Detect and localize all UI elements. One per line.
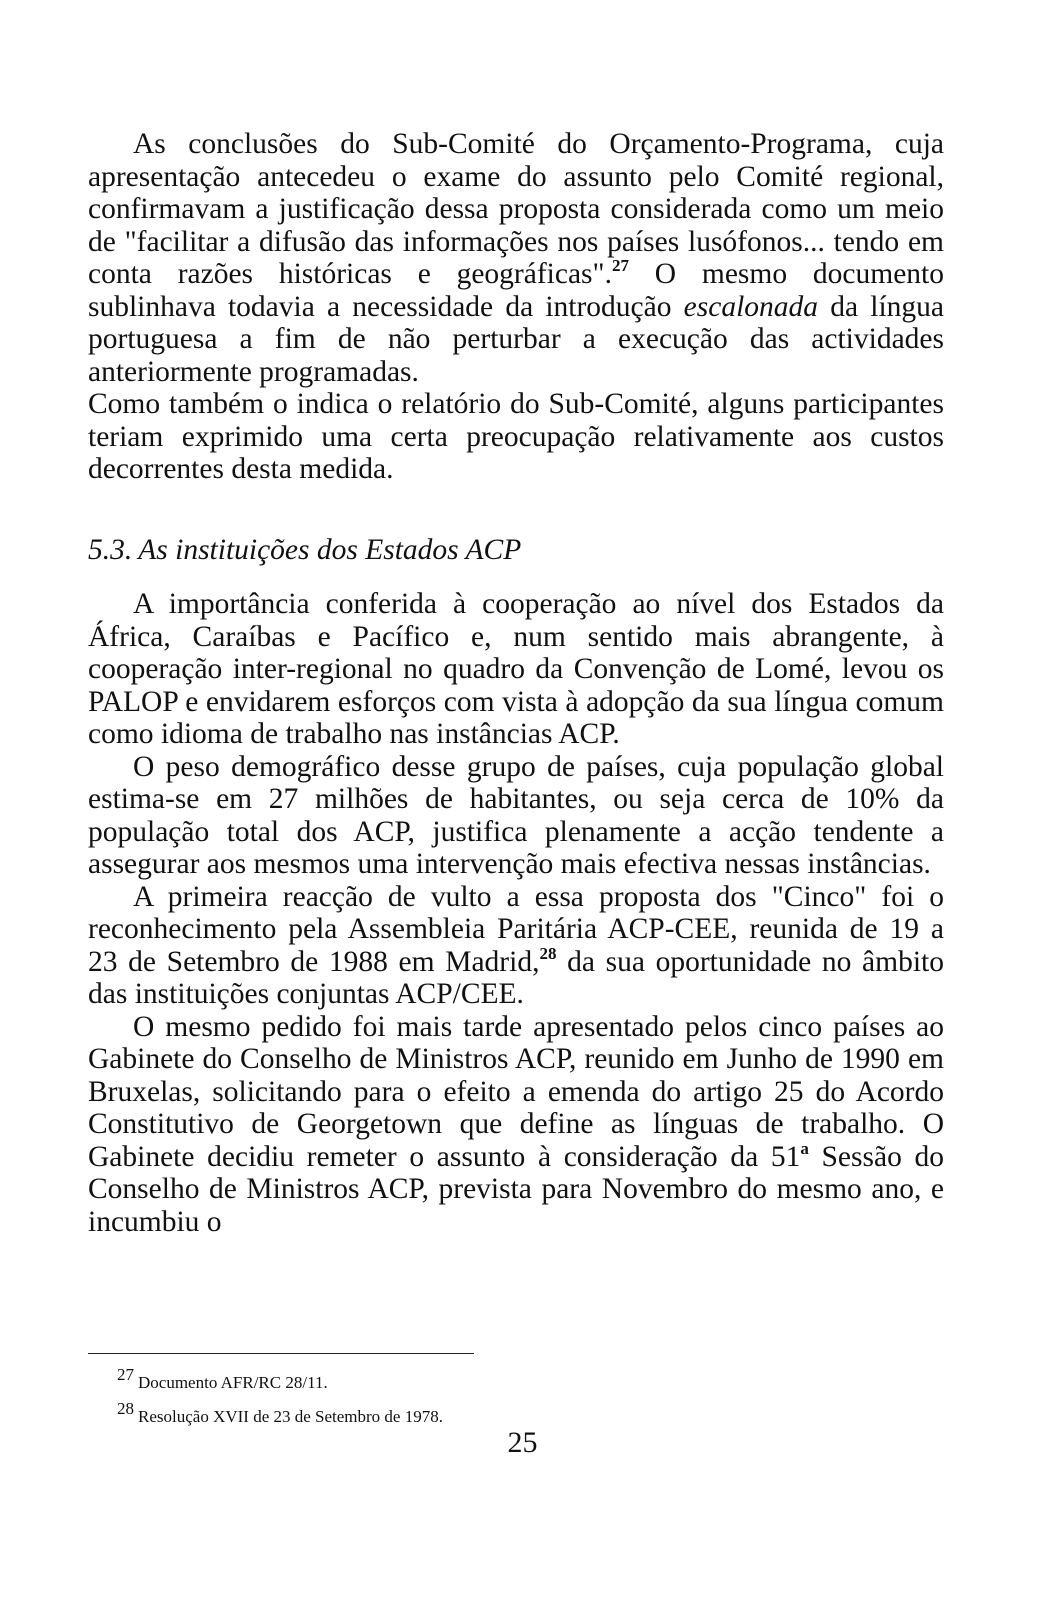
paragraph-subcommittee-report: Como também o indica o relatório do Sub-Comité, alguns participantes teriam exprimido uma certa preocupação relativamente aos custos decorrentes desta medida.: [88, 388, 944, 485]
footnote-28: [117, 1396, 443, 1430]
page-body: [88, 128, 944, 1238]
page-number: 25: [507, 1426, 538, 1459]
footnotes: [117, 1362, 443, 1430]
paragraph-budget-subcommittee: [88, 128, 944, 388]
footnote-divider: [88, 1353, 474, 1354]
section-title: As instituições dos Estados ACP: [138, 533, 522, 566]
paragraph-text: As conclusões do Sub-Comité do Orçamento-Programa, cuja apresentação antecedeu o exame do assunto pelo Comité regional, confirmavam a justificação dessa proposta considerada como um meio de "facilitar a difusão das informações nos países lusófonos... tendo em conta razões históricas e geográficas".: [88, 128, 944, 290]
footnote-ref-27: 27: [611, 256, 629, 275]
footnote-27: [117, 1362, 443, 1396]
paragraph-text: da sua oportunidade no âmbito das instituições conjuntas ACP/CEE.: [88, 945, 944, 1010]
paragraph-demographic-weight: O peso demográfico desse grupo de países, cuja população global estima-se em 27 milhões de habitantes, ou seja cerca de 10% da população total dos ACP, justifica plenamente a acção tendente a assegurar aos mesmos uma intervenção mais efectiva nessas instâncias.: [88, 750, 944, 880]
paragraph-text: O mesmo pedido foi mais tarde apresentado pelos cinco países ao Gabinete do Conselho de Ministros ACP, reunido em Junho de 1990 em Bruxelas, solicitando para o efeito a emenda do artigo 25 do Acordo Constitutivo de Georgetown que define as línguas de trabalho. O Gabinete decidiu remeter o assunto à consideração da 51: [88, 1010, 944, 1173]
paragraph-council-request: [88, 1011, 944, 1239]
section-number: 5.3.: [88, 533, 133, 566]
paragraph-text: da língua portuguesa a fim de não perturbar a execução das actividades anteriormente programadas.: [88, 290, 944, 388]
footnote-number: 27: [117, 1365, 134, 1384]
paragraph-text: O mesmo documento sublinhava todavia a necessidade da introdução: [88, 258, 944, 323]
footnote-text: Resolução XVII de 23 de Setembro de 1978.: [138, 1407, 443, 1426]
ordinal-superscript: a: [800, 1138, 809, 1158]
paragraph-text: A primeira reacção de vulto a essa proposta dos "Cinco" foi o reconhecimento pela Assembleia Paritária ACP-CEE, reunida de 19 a 23 de Setembro de 1988 em Madrid,: [88, 880, 944, 978]
paragraph-acp-cooperation: A importância conferida à cooperação ao nível dos Estados da África, Caraíbas e Pacífico e, num sentido mais abrangente, à cooperação inter-regional no quadro da Convenção de Lomé, levou os PALOP e envidarem esforços com vista à adopção da sua língua comum como idioma de trabalho nas instâncias ACP.: [88, 588, 944, 750]
emphasis-text: escalonada: [683, 290, 819, 323]
paragraph-first-reaction: [88, 881, 944, 1011]
footnote-ref-28: 28: [539, 943, 557, 963]
footnote-number: 28: [117, 1399, 134, 1418]
section-heading: [88, 534, 944, 567]
paragraph-text: Sessão do Conselho de Ministros ACP, prevista para Novembro do mesmo ano, e incumbiu o: [88, 1140, 944, 1238]
footnote-text: Documento AFR/RC 28/11.: [138, 1373, 328, 1392]
